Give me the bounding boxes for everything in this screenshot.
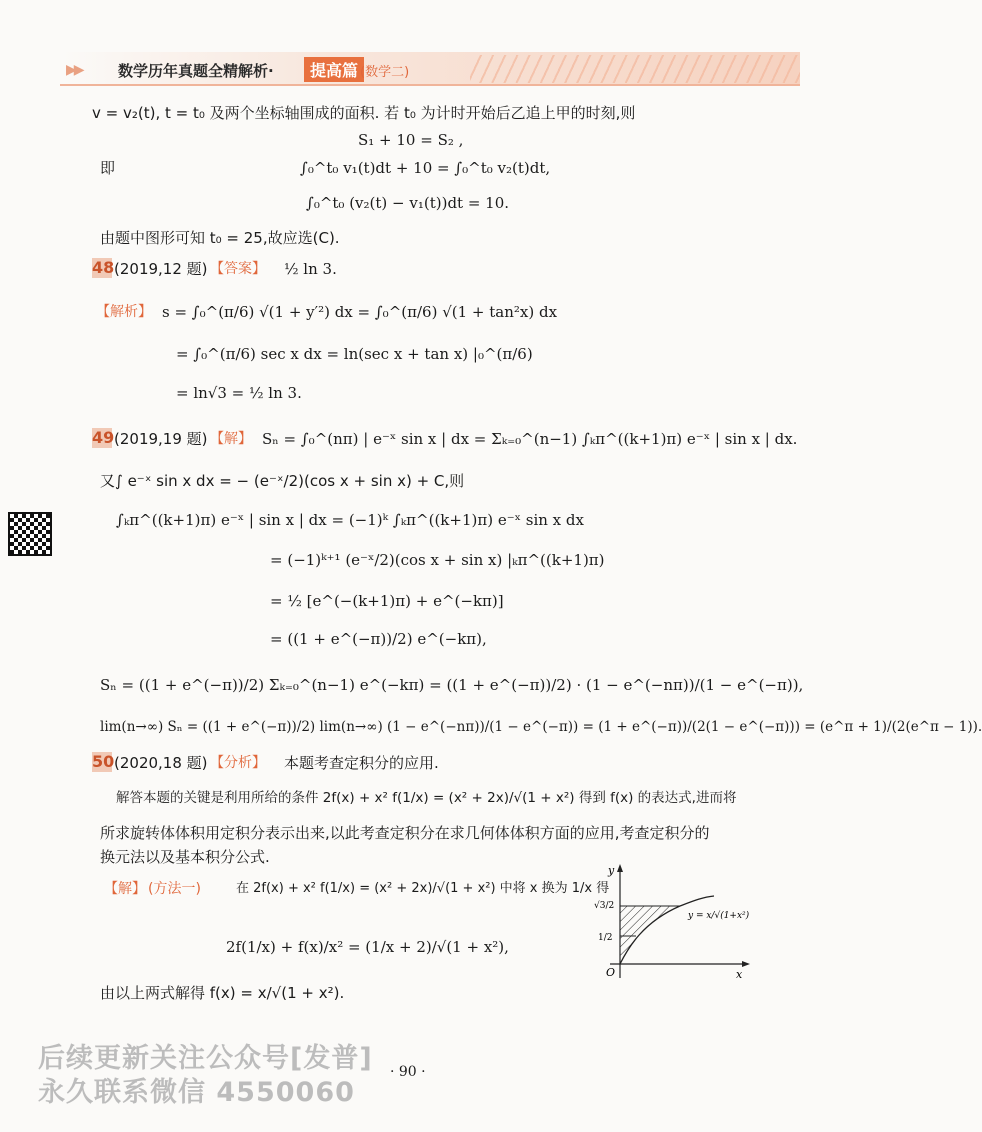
question-number: 49 (92, 428, 115, 447)
x-axis-arrow-icon (742, 961, 750, 967)
question-source: (2019,12 题) (114, 260, 208, 278)
origin-label: O (606, 966, 616, 979)
formula-line: Sₙ = ((1 + e^(−π))/2) Σₖ₌₀^(n−1) e^(−kπ) = ((1 + e^(−π))/2) · (1 − e^(−nπ))/(1 − e^(−π)), (100, 676, 804, 694)
formula-line: = ((1 + e^(−π))/2) e^(−kπ), (270, 630, 487, 648)
formula-line: s = ∫₀^(π/6) √(1 + y′²) dx = ∫₀^(π/6) √(1 + tan²x) dx (162, 303, 558, 321)
formula-line: 2f(1/x) + f(x)/x² = (1/x + 2)/√(1 + x²), (226, 938, 509, 956)
book-subtitle: (数学二) (360, 65, 410, 80)
method-label: (方法一) (148, 881, 201, 897)
header-rule (60, 84, 800, 86)
y-axis-label: y (608, 864, 615, 877)
answer-value: ½ ln 3. (284, 260, 337, 278)
page-number: · 90 · (390, 1064, 426, 1080)
watermark-line: 永久联系微信 4550060 (38, 1077, 355, 1108)
formula-line: = ln√3 = ½ ln 3. (176, 384, 302, 402)
formula-line: = ∫₀^(π/6) sec x dx = ln(sec x + tan x) |₀^(π/6) (176, 345, 533, 363)
header-chevron-pattern (470, 55, 800, 83)
text-line: 由题中图形可知 t₀ = 25,故应选(C). (100, 229, 340, 247)
paragraph-line: 所求旋转体体积用定积分表示出来,以此考查定积分在求几何体体积方面的应用,考查定积分的 (100, 824, 710, 842)
question-source: (2019,19 题) (114, 430, 208, 448)
x-axis-label: x (736, 968, 743, 981)
question-number: 48 (92, 258, 115, 277)
formula-line: 在 2f(x) + x² f(1/x) = (x² + 2x)/√(1 + x²) 中将 x 换为 1/x 得 (236, 881, 610, 896)
formula-line: S₁ + 10 = S₂ , (358, 131, 464, 149)
formula-line: = (−1)ᵏ⁺¹ (e⁻ˣ/2)(cos x + sin x) |ₖπ^((k+1)π) (270, 551, 605, 569)
paragraph-line: 解答本题的关键是利用所给的条件 2f(x) + x² f(1/x) = (x² + 2x)/√(1 + x²) 得到 f(x) 的表达式,进而将 (116, 790, 737, 806)
formula-line: ∫₀^t₀ v₁(t)dt + 10 = ∫₀^t₀ v₂(t)dt, (300, 159, 551, 177)
solution-tag: 【解】 (104, 881, 146, 897)
y-axis-arrow-icon (617, 864, 623, 872)
formula-line: 又∫ e⁻ˣ sin x dx = − (e⁻ˣ/2)(cos x + sin x) + C,则 (100, 472, 465, 490)
shaded-region (620, 906, 680, 964)
text-label: 即 (100, 159, 116, 177)
formula-line: Sₙ = ∫₀^(nπ) | e⁻ˣ sin x | dx = Σₖ₌₀^(n−1) ∫ₖπ^((k+1)π) e⁻ˣ | sin x | dx. (262, 430, 798, 448)
function-graph (588, 860, 758, 985)
paragraph-line: 换元法以及基本积分公式. (100, 848, 270, 866)
answer-tag: 【答案】 (210, 261, 266, 277)
formula-line: lim(n→∞) Sₙ = ((1 + e^(−π))/2) lim(n→∞) (1 − e^(−nπ))/(1 − e^(−π)) = (1 + e^(−π))/(2(1 − e^(−π))) = (e^π + 1)/(2(e^π − 1)). (100, 719, 982, 735)
formula-line: ∫ₖπ^((k+1)π) e⁻ˣ | sin x | dx = (−1)ᵏ ∫ₖπ^((k+1)π) e⁻ˣ sin x dx (116, 511, 584, 529)
header-arrow-icon: ▶▶ (66, 62, 82, 78)
formula-line: = ½ [e^(−(k+1)π) + e^(−kπ)] (270, 592, 504, 610)
tick-label-mid: 1/2 (598, 933, 613, 943)
solution-tag: 【解】 (210, 431, 252, 447)
text-line: v = v₂(t), t = t₀ 及两个坐标轴围成的面积. 若 t₀ 为计时开始后乙追上甲的时刻,则 (92, 104, 636, 122)
analysis-tag: 【分析】 (210, 755, 266, 771)
question-number: 50 (92, 752, 115, 771)
tick-label-top: √3/2 (594, 901, 615, 911)
watermark-line: 后续更新关注公众号[发普] (38, 1043, 373, 1074)
qr-code-icon (8, 512, 52, 556)
text-line: 本题考查定积分的应用. (284, 754, 439, 772)
formula-line: 由以上两式解得 f(x) = x/√(1 + x²). (100, 984, 345, 1002)
curve-label: y = x/√(1+x²) (688, 911, 750, 921)
analysis-tag: 【解析】 (96, 304, 152, 320)
question-source: (2020,18 题) (114, 754, 208, 772)
formula-line: ∫₀^t₀ (v₂(t) − v₁(t))dt = 10. (306, 194, 510, 212)
book-title: 数学历年真题全精解析· (118, 62, 274, 80)
book-volume: 提高篇 (304, 57, 364, 82)
